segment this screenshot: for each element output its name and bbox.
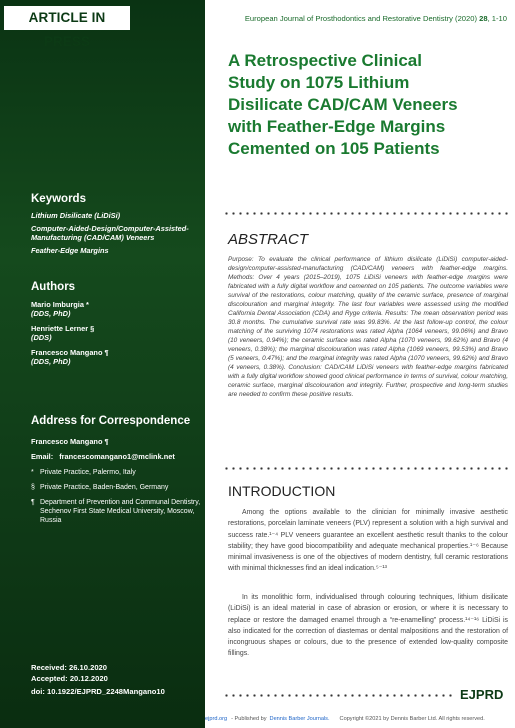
- dotted-divider: [223, 467, 509, 470]
- journal-brand: EJPRD: [460, 687, 504, 702]
- website-link[interactable]: ejprd.org: [205, 716, 228, 722]
- intro-paragraph: Among the options available to the clinician for minimally invasive aesthetic restorations, porcelain laminate veneers (PLV) represent a solution with a high survival and success rate.¹⁻⁴ PLV veneers guarantee an excellent aesthetic result thanks to the colour stability; they have good biocompatibility and adequate mechanical properties.¹⁻⁶ Because minimal invasiveness is one of the objectives of modern dentistry, full ceramic restorations with minimal thicknesses find an ideal indication.⁵⁻¹³: [228, 509, 508, 573]
- affiliation-text: Private Practice, Palermo, Italy: [40, 469, 136, 476]
- publisher-link[interactable]: Dennis Barber Journals.: [269, 716, 330, 722]
- affiliations: [31, 468, 201, 531]
- title-line: A Retrospective Clinical: [228, 51, 422, 70]
- keyword-item: Computer-Aided-Design/Computer-Assisted-Manufacturing (CAD/CAM) Veneers: [31, 224, 189, 242]
- journal-name: European Journal of Prosthodontics and Restorative Dentistry (2020): [244, 14, 477, 23]
- journal-volume: 28: [479, 14, 488, 23]
- journal-header: [225, 14, 507, 23]
- accepted-date: Accepted: 20.12.2020: [31, 674, 108, 683]
- keywords-list: [31, 211, 201, 259]
- affiliation-item: [31, 468, 201, 477]
- copyright-text: Copyright ©2021 by Dennis Barber Ltd. All rights reserved.: [339, 716, 485, 722]
- email-row: [31, 452, 203, 462]
- received-date: Received: 26.10.2020: [31, 663, 107, 672]
- author-name: Mario Imburgia *: [31, 300, 89, 309]
- title-line: Study on 1075 Lithium: [228, 73, 410, 92]
- author-degree: (DDS, PhD): [31, 357, 71, 366]
- article-dates: [31, 662, 165, 697]
- authors-title: Authors: [31, 281, 76, 293]
- keyword-item: Lithium Disilicate (LiDiSi): [31, 211, 121, 220]
- affiliation-text: Private Practice, Baden-Baden, Germany: [40, 484, 169, 491]
- dotted-divider: [223, 212, 509, 215]
- correspondent-name: Francesco Mangano ¶: [31, 437, 109, 446]
- email-label: Email:: [31, 452, 54, 461]
- journal-pages: , 1-10: [487, 14, 507, 23]
- article-title: [228, 50, 508, 160]
- page-footer: [205, 710, 515, 728]
- address-title: Address for Correspondence: [31, 415, 191, 427]
- title-line: with Feather-Edge Margins: [228, 117, 446, 136]
- intro-paragraph: In its monolithic form, individualised through colouring techniques, lithium disilicate (LiDiSi) is an ideal material in case of abrasion or erosion, or where it is necessary to replace or restore the damaged enamel through a “re-enamelling” process.¹⁴⁻¹⁶ LiDiSi is also indicated for the correction of diastemas or dental malpositions and the restoration of incongruous shapes or colours, due to the presence of extended low-quality composite fillings.: [228, 594, 508, 658]
- article-in-press-badge: ARTICLE IN PRESS: [4, 6, 130, 30]
- correspondence: [31, 437, 203, 462]
- affiliation-symbol: §: [31, 484, 35, 491]
- affiliation-item: [31, 483, 201, 492]
- affiliation-item: [31, 498, 201, 525]
- sidebar: [0, 0, 205, 728]
- email-link[interactable]: francescomangano1@mclink.net: [59, 452, 175, 461]
- published-by-text: - Published by: [231, 716, 267, 722]
- author-name: Francesco Mangano ¶: [31, 348, 109, 357]
- affiliation-symbol: ¶: [31, 499, 35, 506]
- title-line: Disilicate CAD/CAM Veneers: [228, 95, 458, 114]
- author-degree: (DDS, PhD): [31, 309, 71, 318]
- dotted-divider: [223, 694, 455, 697]
- author-name: Henriette Lerner §: [31, 324, 95, 333]
- affiliation-symbol: *: [31, 469, 34, 476]
- author-degree: (DDS): [31, 333, 52, 342]
- authors-list: [31, 300, 201, 372]
- abstract-heading: ABSTRACT: [228, 231, 309, 248]
- abstract-text: Purpose: To evaluate the clinical performance of lithium disilicate (LiDiSi) computer-aided-design/computer-assisted-manufacturing (CAD/CAM) veneers with feather-edge margins. Methods: Over 4 years (2015–2019), 1075 LiDiSi veneers with feather-edge margins were fabricated with a fully digital workflow and cemented on 105 patients. The outcome variables were survival of the restorations, colour matching, quality of the ceramic surface, presence of marginal discolouration and marginal integrity. The last four variables were assessed using the modified California Dental Association (CDA) and Ryge criteria. Results: The mean observation period was 30.8 months. The cumulative survival rate was 99.83%. At the last follow-up control, the colour matching of the surviving 1074 restorations was rated Alpha (1064 veneers, 99.06%) and Bravo (10 veneers, 0.94%); the ceramic surface was rated Alpha (1070 veneers, 99.62%) and Bravo (4 veneers, 0.38%); the marginal discolouration was rated Alpha (1069 veneers, 99.53%) and Bravo (5 veneers, 0.47%); and the marginal integrity was rated Alpha (1070 veneers, 99.62%) and Bravo (4 veneers, 0.38%). Conclusion: CAD/CAM LiDiSi veneers with feather-edge margins fabricated with a fully digital workflow showed good clinical performance in terms of survival, colour matching, ceramic surface, marginal discolouration and integrity. Further, prospective and long-term studies are needed to confirm these positive results.: [228, 256, 508, 398]
- doi-link[interactable]: doi: 10.1922/EJPRD_2248Mangano10: [31, 687, 165, 696]
- keywords-title: Keywords: [31, 193, 86, 205]
- introduction-heading: INTRODUCTION: [228, 483, 336, 499]
- title-line: Cemented on 105 Patients: [228, 139, 440, 158]
- keyword-item: Feather-Edge Margins: [31, 246, 109, 255]
- affiliation-text: Department of Prevention and Communal Dentistry, Sechenov First State Medical University, Moscow, Russia: [40, 499, 201, 524]
